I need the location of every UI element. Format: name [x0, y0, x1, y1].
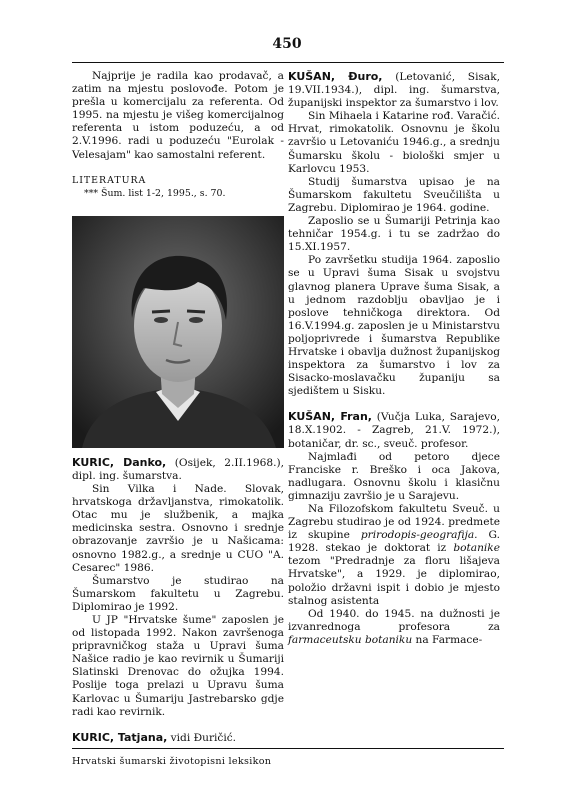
- headword-kuric-danko: KURIC, Danko,: [72, 455, 167, 469]
- kusan-fran-paragraph-2: [288, 503, 500, 608]
- kusan-duro-paragraph-3: Zaposlio se u Šumariji Petrinja kao tehničar 1954.g. i tu se zadržao do 15.XI.1957.: [288, 215, 500, 254]
- kusan-duro-paragraph-2: Studij šumarstva upisao je na Šumarskom fakultetu Sveučilišta u Zagrebu. Diplomirao je 1964. godine.: [288, 175, 500, 214]
- literatura-heading: LITERATURA: [72, 174, 147, 186]
- text-run: Na Filozofskom fakultetu Sveuč. u Zagrebu studirao je od 1924. predmete iz skupine: [288, 503, 500, 542]
- headword-kusan-fran: KUŠAN, Fran,: [288, 410, 372, 424]
- kuric-danko-paragraph-2: Šumarstvo je studirao na Šumarskom fakultetu u Zagrebu. Diplomirao je 1992.: [72, 574, 284, 613]
- italic-term: farmaceutsku botaniku: [288, 633, 413, 646]
- kusan-fran-paragraph-3: [288, 608, 500, 647]
- footer-rule: [72, 748, 504, 749]
- entry-kuric-danko-info: (Osijek, 2.II.1968.), dipl. ing. šumarstva.: [72, 456, 284, 482]
- page-number: 450: [272, 36, 302, 52]
- entry-kusan-duro-info: (Letovanić, Sisak, 19.VII.1934.), dipl. ing. šumarstva, županijski inspektor za šumarstvo i lov.: [288, 71, 500, 110]
- kuric-danko-paragraph-3: U JP "Hrvatske šume" zaposlen je od listopada 1992. Nakon završenoga pripravničkog staža u Upravi šuma Našice radio je kao revirnik u Šumariji Slatinski Drenovac do ožujka 1994. Poslije toga prelazi u Upravu šuma Karlovac u Šumariju Jastrebarsko gdje radi kao revirnik.: [72, 613, 284, 718]
- kusan-duro-paragraph-1: Sin Mihaela i Katarine rođ. Varačić. Hrvat, rimokatolik. Osnovnu je školu završio u Letovaniću 1946.g., a srednju Šumarsku školu - biološki smjer u Karlovcu 1953.: [288, 110, 500, 175]
- entry-kuric-danko-head: [72, 456, 284, 483]
- literatura-item: *** Šum. list 1-2, 1995., s. 70.: [84, 187, 226, 199]
- italic-term: botanike: [453, 542, 500, 555]
- right-column: [288, 70, 500, 647]
- text-run: G. 1928. stekao je doktorat iz: [288, 529, 500, 555]
- italic-term: prirodopis-geografija.: [360, 529, 478, 542]
- left-column: [72, 70, 284, 745]
- text-run: na Farmace-: [412, 633, 483, 646]
- header-rule: [72, 62, 504, 63]
- entry-kuric-tatjana-info: vidi Đuričić.: [167, 731, 237, 744]
- headword-kusan-duro: KUŠAN, Đuro,: [288, 70, 383, 83]
- entry-kusan-fran-info: (Vučja Luka, Sarajevo, 18.X.1902. - Zagreb, 21.V. 1972.), botaničar, dr. sc., sveuč. profesor.: [288, 411, 500, 450]
- portrait-photo: [72, 216, 284, 448]
- kusan-fran-paragraph-1: Najmlađi od petoro djece Franciske r. Breško i oca Jakova, nadlugara. Osnovnu školu i klasičnu gimnaziju završio je u Sarajevu.: [288, 450, 500, 502]
- footer-text: Hrvatski šumarski životopisni leksikon: [72, 756, 272, 767]
- entry-kuric-tatjana: [72, 731, 284, 745]
- kuric-danko-paragraph-1: Sin Vilka i Nade. Slovak, hrvatskoga državljanstva, rimokatolik. Otac mu je službenik, a majka medicinska sestra. Osnovno i srednje obrazovanje završio je u Našicama: osnovno 1982.g., a srednje u CUO "A. Cesarec" 1986.: [72, 483, 284, 574]
- entry-kusan-fran-head: [288, 410, 500, 450]
- text-run: Od 1940. do 1945. na dužnosti je izvanrednoga profesora za: [288, 607, 500, 633]
- entry-kusan-duro-head: [288, 70, 500, 110]
- kusan-duro-paragraph-4: Po završetku studija 1964. zaposlio se u Upravi šuma Sisak u svojstvu glavnog planera Uprave šuma Sisak, a u jednom razdoblju obavljao je i poslove tehničkoga direktora. Od 16.V.1994.g. zaposlen je u Ministarstvu poljoprivrede i šumarstva Republike Hrvatske i obavlja dužnost županijskog inspektora za šumarstvo i lov za Sisacko-moslavačku županiju sa sjedištem u Sisku.: [288, 254, 500, 398]
- headword-kuric-tatjana: KURIC, Tatjana,: [72, 730, 168, 744]
- intro-paragraph: Najprije je radila kao prodavač, a zatim na mjestu poslovođe. Potom je prešla u komercijalu za referenta. Od 1995. na mjestu je višeg komercijalnog referenta u istom poduzeću, a od 2.V.1996. radi u poduzeću "Eurolak - Velesajam" kao samostalni referent.: [72, 70, 284, 161]
- text-run: tezom "Predradnje za floru lišajeva Hrvatske", a 1929. je diplomirao, položio državni ispit i dobio je mjesto stalnog asistenta: [288, 555, 500, 607]
